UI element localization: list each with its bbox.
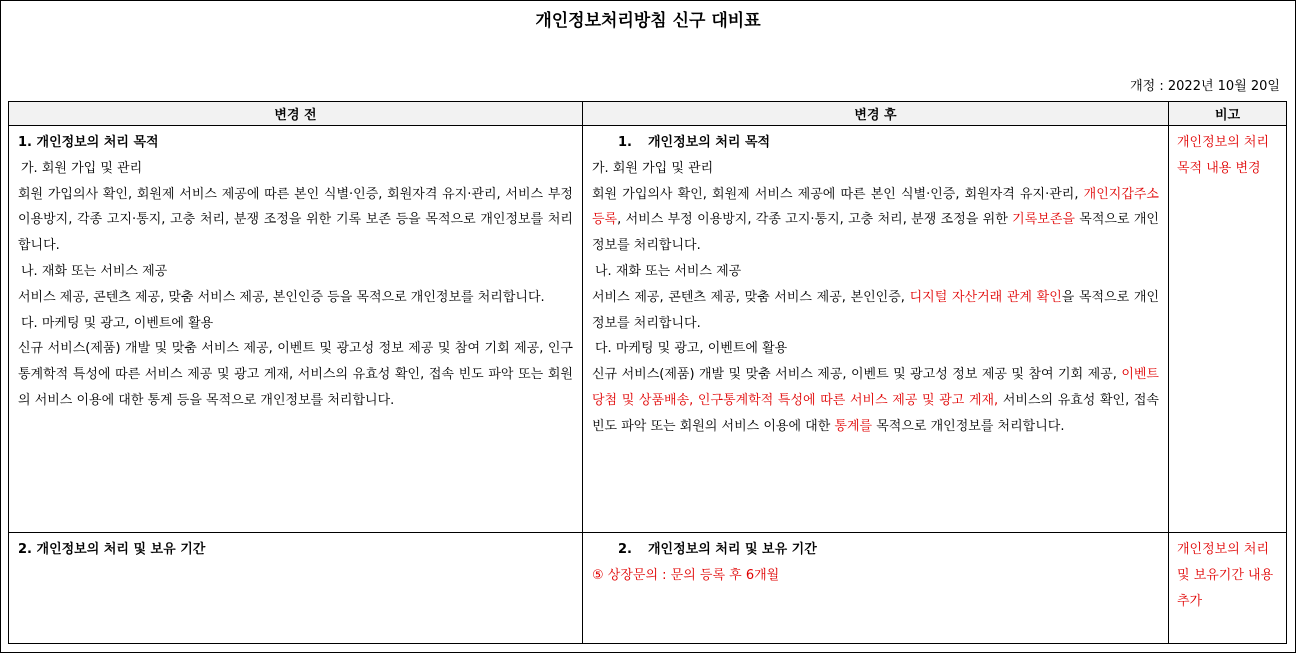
changed-text: 통계를	[834, 418, 873, 434]
added-item: ⑤ 상장문의 : 문의 등록 후 6개월	[592, 567, 780, 583]
after-cell-1	[583, 126, 1169, 533]
note-cell-2	[1169, 533, 1287, 644]
changed-text: 디지털 자산거래 관계 확인	[909, 289, 1062, 305]
changed-text: 이벤트 당첨 및 상품배송, 인구통계학적 특성에 따른 서비스 제공 및 광고 게재,	[592, 367, 1159, 408]
subsection-title: 가. 회원 가입 및 관리	[592, 160, 714, 176]
changed-text: 개인지갑주소 등록	[592, 186, 1159, 228]
header-row	[9, 102, 1287, 126]
paragraph: 서비스 제공, 콘텐츠 제공, 맞춤 서비스 제공, 본인인증, 디지털 자산거래 관계 확인을 목적으로 개인정보를 처리합니다.	[592, 289, 1160, 331]
table-row	[9, 533, 1287, 644]
paragraph: 회원 가입의사 확인, 회원제 서비스 제공에 따른 본인 식별·인증, 회원자격 유지·관리, 개인지갑주소 등록, 서비스 부정 이용방지, 각종 고지·통지, 고충 처리, 분쟁 조정을 위한 기록보존을 목적으로 개인정보를 처리합니다.	[592, 186, 1159, 254]
paragraph: 서비스 제공, 콘텐츠 제공, 맞춤 서비스 제공, 본인인증 등을 목적으로 개인정보를 처리합니다.	[18, 289, 545, 305]
document-title: 개인정보처리방침 신구 대비표	[535, 11, 761, 31]
revision-date: 개정 : 2022년 10월 20일	[1130, 79, 1280, 94]
comparison-table	[8, 101, 1287, 644]
section-heading: 2. 개인정보의 처리 및 보유 기간	[18, 542, 206, 557]
subsection-title: 가. 회원 가입 및 관리	[21, 160, 143, 176]
before-cell-1	[9, 126, 583, 533]
header-before: 변경 전	[9, 102, 583, 126]
subsection-title: 나. 재화 또는 서비스 제공	[21, 263, 168, 279]
note-cell-1	[1169, 126, 1287, 533]
header-after: 변경 후	[583, 102, 1169, 126]
table-row	[9, 126, 1287, 533]
paragraph: 신규 서비스(제품) 개발 및 맞춤 서비스 제공, 이벤트 및 광고성 정보 제공 및 참여 기회 제공, 인구통계학적 특성에 따른 서비스 제공 및 광고 게재, 서비스의 유효성 확인, 접속 빈도 파악 또는 회원의 서비스 이용에 대한 통계 등을 목적으로 개인정보를 처리합니다.	[18, 341, 573, 408]
paragraph: 신규 서비스(제품) 개발 및 맞춤 서비스 제공, 이벤트 및 광고성 정보 제공 및 참여 기회 제공, 이벤트 당첨 및 상품배송, 인구통계학적 특성에 따른 서비스 제공 및 광고 게재, 서비스의 유효성 확인, 접속 빈도 파악 또는 회원의 서비스 이용에 대한 통계를 목적으로 개인정보를 처리합니다.	[592, 367, 1159, 434]
section-heading: 1. 개인정보의 처리 목적	[18, 135, 159, 150]
before-cell-2	[9, 533, 583, 644]
note-text: 개인정보의 처리 목적 내용 변경	[1177, 135, 1270, 176]
subsection-title: 다. 마케팅 및 광고, 이벤트에 활용	[21, 315, 214, 331]
subsection-title: 나. 재화 또는 서비스 제공	[595, 263, 742, 279]
paragraph: 회원 가입의사 확인, 회원제 서비스 제공에 따른 본인 식별·인증, 회원자격 유지·관리, 서비스 부정 이용방지, 각종 고지·통지, 고충 처리, 분쟁 조정을 위한 기록 보존 등을 목적으로 개인정보를 처리합니다.	[18, 186, 573, 254]
subsection-title: 다. 마케팅 및 광고, 이벤트에 활용	[595, 341, 788, 357]
changed-text: 기록보존을	[1012, 212, 1075, 228]
section-heading: 1. 개인정보의 처리 목적	[618, 135, 771, 150]
note-text: 개인정보의 처리 및 보유기간 내용 추가	[1177, 542, 1274, 609]
header-note: 비고	[1169, 102, 1287, 126]
section-heading: 2. 개인정보의 처리 및 보유 기간	[618, 542, 817, 557]
after-cell-2	[583, 533, 1169, 644]
